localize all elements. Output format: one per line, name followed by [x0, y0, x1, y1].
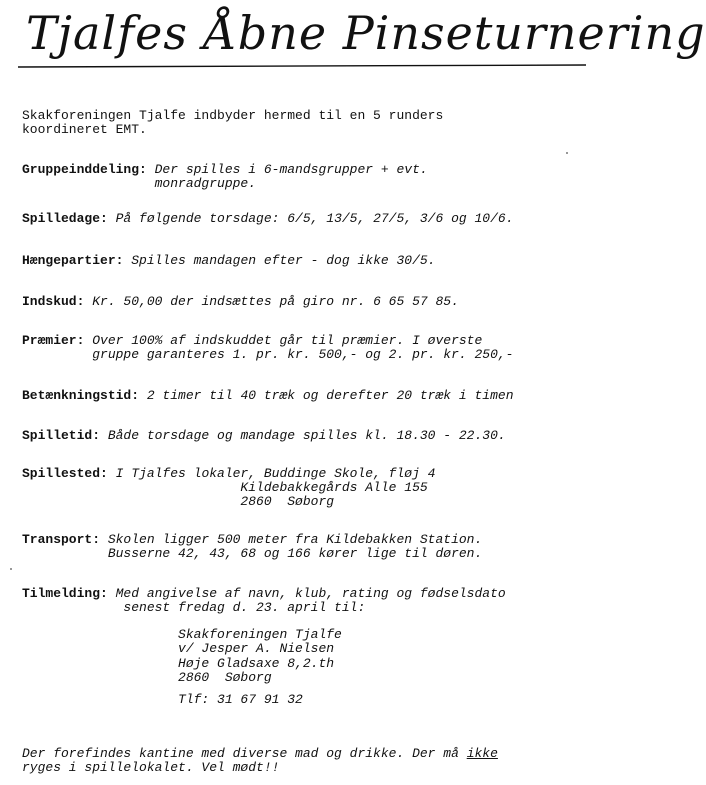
- entry-fee-section: [22, 294, 459, 309]
- phone-number: Tlf: 31 67 91 32: [22, 692, 303, 707]
- title-underline: [18, 60, 588, 74]
- intro-line-2: koordineret EMT.: [22, 122, 147, 137]
- registration-text-2: senest fredag d. 23. april til:: [22, 600, 366, 615]
- time-control-text: 2 timer til 40 træk og derefter 20 træk i timen: [139, 388, 514, 403]
- document-title: Tjalfes Åbne Pinseturnering: [26, 6, 706, 60]
- group-text: Der spilles i 6-mandsgrupper + evt.: [146, 162, 428, 177]
- entry-fee-text: Kr. 50,00 der indsættes på giro nr. 6 65 57 85.: [84, 294, 459, 309]
- venue-label: Spillested:: [22, 466, 108, 481]
- group-label: Gruppeinddeling:: [22, 162, 147, 177]
- address-line-1: Skakforeningen Tjalfe: [22, 627, 342, 642]
- prizes-text: Over 100% af indskuddet går til præmier. I øverste: [84, 333, 483, 348]
- closing-emphasis: ikke: [466, 746, 498, 761]
- adjourned-text: Spilles mandagen efter - dog ikke 30/5.: [123, 253, 436, 268]
- transport-text-2: Busserne 42, 43, 68 og 166 kører lige til døren.: [22, 546, 483, 561]
- prizes-text-2: gruppe garanteres 1. pr. kr. 500,- og 2. pr. kr. 250,-: [22, 347, 514, 362]
- address-line-2: v/ Jesper A. Nielsen: [22, 641, 335, 656]
- prizes-label: Præmier:: [22, 333, 85, 348]
- time-control-label: Betænkningstid:: [22, 388, 140, 403]
- time-control-section: [22, 388, 514, 403]
- heading-area: [0, 0, 706, 100]
- venue-section: [22, 466, 435, 481]
- entry-fee-label: Indskud:: [22, 294, 85, 309]
- play-time-section: [22, 428, 506, 443]
- venue-street: Kildebakkegårds Alle 155: [22, 480, 428, 495]
- registration-label: Tilmelding:: [22, 586, 108, 601]
- venue-postcode: 2860 Søborg: [22, 494, 335, 509]
- playdays-section: [22, 211, 514, 226]
- adjourned-label: Hængepartier:: [22, 253, 124, 268]
- intro-line-1: Skakforeningen Tjalfe indbyder hermed til en 5 runders: [22, 108, 444, 123]
- play-time-text: Både torsdage og mandage spilles kl. 18.30 - 22.30.: [100, 428, 506, 443]
- adjourned-section: [22, 253, 435, 268]
- closing-text: Der forefindes kantine med diverse mad og drikke. Der må: [22, 746, 467, 761]
- group-text-2: monradgruppe.: [22, 176, 257, 191]
- transport-label: Transport:: [22, 532, 101, 547]
- playdays-label: Spilledage:: [22, 211, 108, 226]
- closing-line-1: [22, 746, 498, 761]
- venue-text: I Tjalfes lokaler, Buddinge Skole, fløj 4: [107, 466, 436, 481]
- playdays-text: På følgende torsdage: 6/5, 13/5, 27/5, 3/6 og 10/6.: [107, 211, 514, 226]
- address-line-3: Høje Gladsaxe 8,2.th: [22, 656, 335, 671]
- registration-text: Med angivelse af navn, klub, rating og fødselsdato: [107, 586, 506, 601]
- prizes-section: [22, 333, 482, 348]
- closing-line-2: ryges i spillelokalet. Vel mødt!!: [22, 760, 280, 775]
- scan-speck: [566, 152, 568, 154]
- transport-section: [22, 532, 482, 547]
- address-line-4: 2860 Søborg: [22, 670, 272, 685]
- play-time-label: Spilletid:: [22, 428, 101, 443]
- transport-text: Skolen ligger 500 meter fra Kildebakken Station.: [100, 532, 483, 547]
- group-section: [22, 162, 428, 177]
- registration-section: [22, 586, 506, 601]
- scan-speck: [10, 568, 12, 570]
